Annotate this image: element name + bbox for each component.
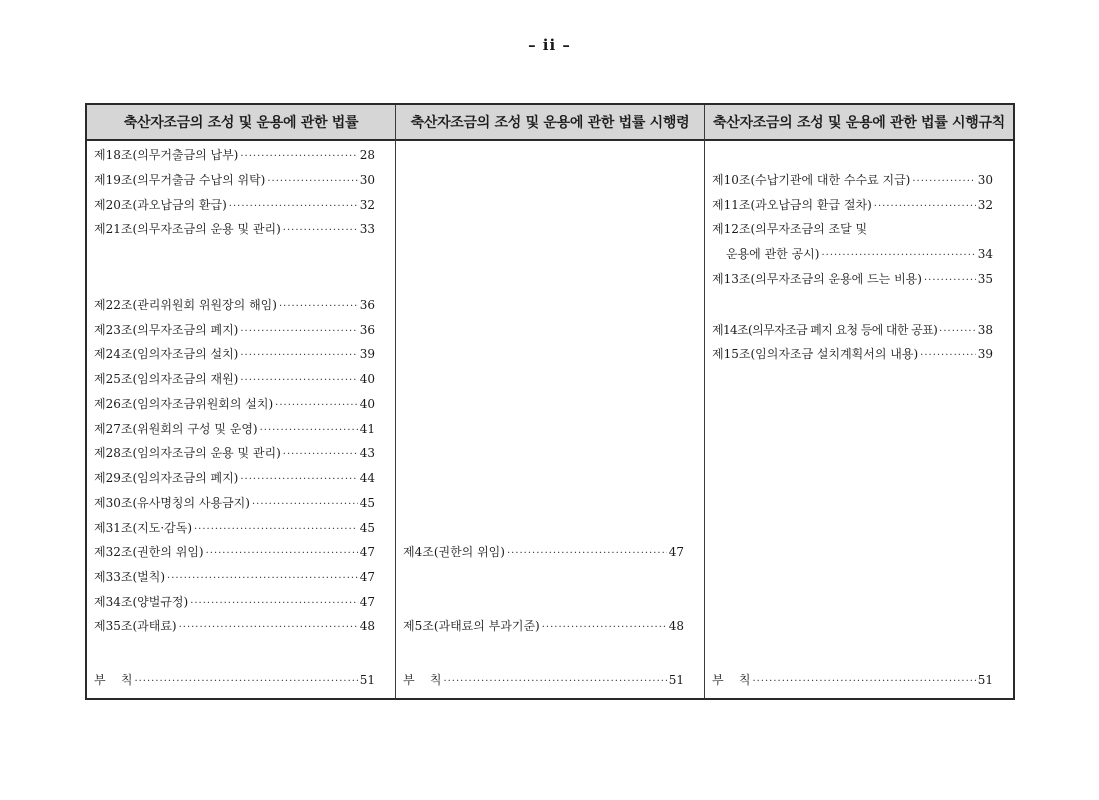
dot-leader xyxy=(283,445,358,465)
dot-leader xyxy=(542,618,667,638)
toc-entry[interactable] xyxy=(94,419,375,439)
toc-entry[interactable] xyxy=(94,145,375,165)
dot-leader xyxy=(229,197,358,217)
toc-entry-page: 39 xyxy=(977,347,993,361)
toc-entry-page: 35 xyxy=(977,272,993,286)
toc-entry-label: 제19조(의무거출금 수납의 위탁) xyxy=(94,173,266,187)
toc-entry-page: 32 xyxy=(359,198,375,212)
toc-entry-label: 제32조(권한의 위임) xyxy=(94,545,204,559)
toc-entry[interactable] xyxy=(712,269,993,289)
toc-entry-page: 40 xyxy=(359,397,375,411)
toc-entry-addenda[interactable] xyxy=(712,670,993,690)
toc-entry[interactable] xyxy=(94,542,375,562)
toc-entry-page: 28 xyxy=(359,148,375,162)
toc-entry-label: 제10조(수납기관에 대한 수수료 지급) xyxy=(712,173,911,187)
toc-entry-label: 제30조(유사명칭의 사용금지) xyxy=(94,496,250,510)
toc-entry-page: 47 xyxy=(359,595,375,609)
toc-entry[interactable] xyxy=(712,195,993,215)
dot-leader xyxy=(206,544,358,564)
toc-entry-page: 30 xyxy=(977,173,993,187)
dot-leader xyxy=(821,246,975,266)
dot-leader xyxy=(240,346,357,366)
table-of-contents xyxy=(85,103,1015,700)
toc-entry-page: 36 xyxy=(359,298,375,312)
toc-entry-label: 제20조(과오납금의 환급) xyxy=(94,198,227,212)
toc-entry-page: 33 xyxy=(359,222,375,236)
dot-leader xyxy=(279,297,358,317)
toc-entry-label: 제31조(지도·감독) xyxy=(94,521,192,535)
toc-entry[interactable] xyxy=(403,542,684,562)
dot-leader xyxy=(260,421,358,441)
toc-entry-page: 48 xyxy=(668,619,684,633)
toc-entry-page: 41 xyxy=(359,422,375,436)
dot-leader xyxy=(252,495,358,515)
toc-entry-label: 제33조(벌칙) xyxy=(94,570,166,584)
dot-leader xyxy=(179,618,358,638)
dot-leader xyxy=(134,672,357,692)
toc-entry-label: 제5조(과태료의 부과기준) xyxy=(403,619,540,633)
toc-entry-label: 제4조(권한의 위임) xyxy=(403,545,505,559)
dot-leader xyxy=(240,147,357,167)
toc-entry-label: 제12조(의무자조금의 조달 및 xyxy=(712,222,868,236)
toc-entry-label: 제22조(관리위원회 위원장의 해임) xyxy=(94,298,277,312)
page-number: – ii – xyxy=(528,36,571,54)
toc-entry-label: 제29조(임의자조금의 폐지) xyxy=(94,471,239,485)
dot-leader xyxy=(275,396,358,416)
dot-leader xyxy=(443,672,666,692)
toc-entry-addenda[interactable] xyxy=(94,670,375,690)
toc-entry-label: 부 칙 xyxy=(403,673,442,687)
toc-entry-label: 운용에 관한 공시) xyxy=(726,247,820,261)
column-act xyxy=(87,105,395,698)
toc-entry[interactable] xyxy=(94,394,375,414)
toc-entry[interactable] xyxy=(94,195,375,215)
dot-leader xyxy=(240,470,357,490)
toc-entry-continued[interactable] xyxy=(712,244,993,264)
toc-entry-label: 제34조(양벌규정) xyxy=(94,595,189,609)
toc-entry-label: 제11조(과오납금의 환급 절차) xyxy=(712,198,872,212)
toc-entry[interactable] xyxy=(94,518,375,538)
toc-entry-page: 47 xyxy=(359,570,375,584)
toc-entry[interactable] xyxy=(94,468,375,488)
toc-entry-label: 부 칙 xyxy=(712,673,751,687)
toc-entry-addenda[interactable] xyxy=(403,670,684,690)
toc-entry-label: 제35조(과태료) xyxy=(94,619,177,633)
toc-entry[interactable] xyxy=(403,616,684,636)
toc-entry-page: 45 xyxy=(359,496,375,510)
dot-leader xyxy=(283,221,358,241)
toc-entry[interactable] xyxy=(94,219,375,239)
dot-leader xyxy=(267,172,357,192)
toc-entry-page: 43 xyxy=(359,446,375,460)
toc-entry[interactable] xyxy=(712,344,993,364)
column-rule xyxy=(704,105,1013,698)
dot-leader xyxy=(194,520,358,540)
toc-entry-page: 32 xyxy=(977,198,993,212)
toc-entry-page: 51 xyxy=(977,673,993,687)
toc-entry-page: 44 xyxy=(359,471,375,485)
toc-entry[interactable] xyxy=(94,344,375,364)
column-body-decree xyxy=(396,141,704,698)
toc-entry-label: 제28조(임의자조금의 운용 및 관리) xyxy=(94,446,281,460)
toc-entry-label: 제21조(의무자조금의 운용 및 관리) xyxy=(94,222,281,236)
toc-entry-page: 47 xyxy=(668,545,684,559)
dot-leader xyxy=(240,371,357,391)
toc-entry[interactable] xyxy=(94,616,375,636)
dot-leader xyxy=(920,346,976,366)
column-body-act xyxy=(87,141,395,698)
toc-entry[interactable] xyxy=(94,170,375,190)
dot-leader xyxy=(924,271,976,291)
toc-entry[interactable] xyxy=(94,320,375,340)
toc-entry-page: 34 xyxy=(977,247,993,261)
dot-leader xyxy=(752,672,975,692)
toc-entry-page: 48 xyxy=(359,619,375,633)
toc-entry[interactable] xyxy=(712,219,993,239)
toc-entry[interactable] xyxy=(94,443,375,463)
dot-leader xyxy=(874,197,976,217)
toc-entry-page: 51 xyxy=(668,673,684,687)
toc-entry-label: 제24조(임의자조금의 설치) xyxy=(94,347,239,361)
column-header-act: 축산자조금의 조성 및 운용에 관한 법률 xyxy=(87,105,395,141)
toc-entry-label: 제26조(임의자조금위원회의 설치) xyxy=(94,397,274,411)
toc-entry-page: 51 xyxy=(359,673,375,687)
column-decree xyxy=(395,105,704,698)
dot-leader xyxy=(939,322,976,342)
dot-leader xyxy=(240,322,357,342)
toc-entry-page: 40 xyxy=(359,372,375,386)
dot-leader xyxy=(912,172,975,192)
toc-entry[interactable] xyxy=(94,295,375,315)
toc-entry-label: 제27조(위원회의 구성 및 운영) xyxy=(94,422,258,436)
dot-leader xyxy=(507,544,667,564)
toc-entry-page: 39 xyxy=(359,347,375,361)
toc-entry-label: 제14조(의무자조금 폐지 요청 등에 대한 공표) xyxy=(712,323,938,337)
dot-leader xyxy=(190,594,358,614)
toc-entry-page: 38 xyxy=(977,323,993,337)
toc-entry-label: 제23조(의무자조금의 폐지) xyxy=(94,323,239,337)
toc-entry-page: 36 xyxy=(359,323,375,337)
toc-entry[interactable] xyxy=(94,493,375,513)
toc-entry-label: 제18조(의무거출금의 납부) xyxy=(94,148,239,162)
column-body-rule xyxy=(705,141,1013,698)
toc-entry-page: 30 xyxy=(359,173,375,187)
toc-entry[interactable] xyxy=(94,592,375,612)
toc-entry-label: 제15조(임의자조금 설치계획서의 내용) xyxy=(712,347,919,361)
toc-entry[interactable] xyxy=(94,567,375,587)
dot-leader xyxy=(167,569,358,589)
toc-entry[interactable] xyxy=(94,369,375,389)
column-header-rule: 축산자조금의 조성 및 운용에 관한 법률 시행규칙 xyxy=(705,105,1013,141)
toc-entry-page: 47 xyxy=(359,545,375,559)
toc-entry-label: 부 칙 xyxy=(94,673,133,687)
toc-entry-page: 45 xyxy=(359,521,375,535)
toc-entry[interactable] xyxy=(712,320,993,340)
column-header-decree: 축산자조금의 조성 및 운용에 관한 법률 시행령 xyxy=(396,105,704,141)
toc-entry[interactable] xyxy=(712,170,993,190)
toc-entry-label: 제13조(의무자조금의 운용에 드는 비용) xyxy=(712,272,922,286)
toc-entry-label: 제25조(임의자조금의 재원) xyxy=(94,372,239,386)
